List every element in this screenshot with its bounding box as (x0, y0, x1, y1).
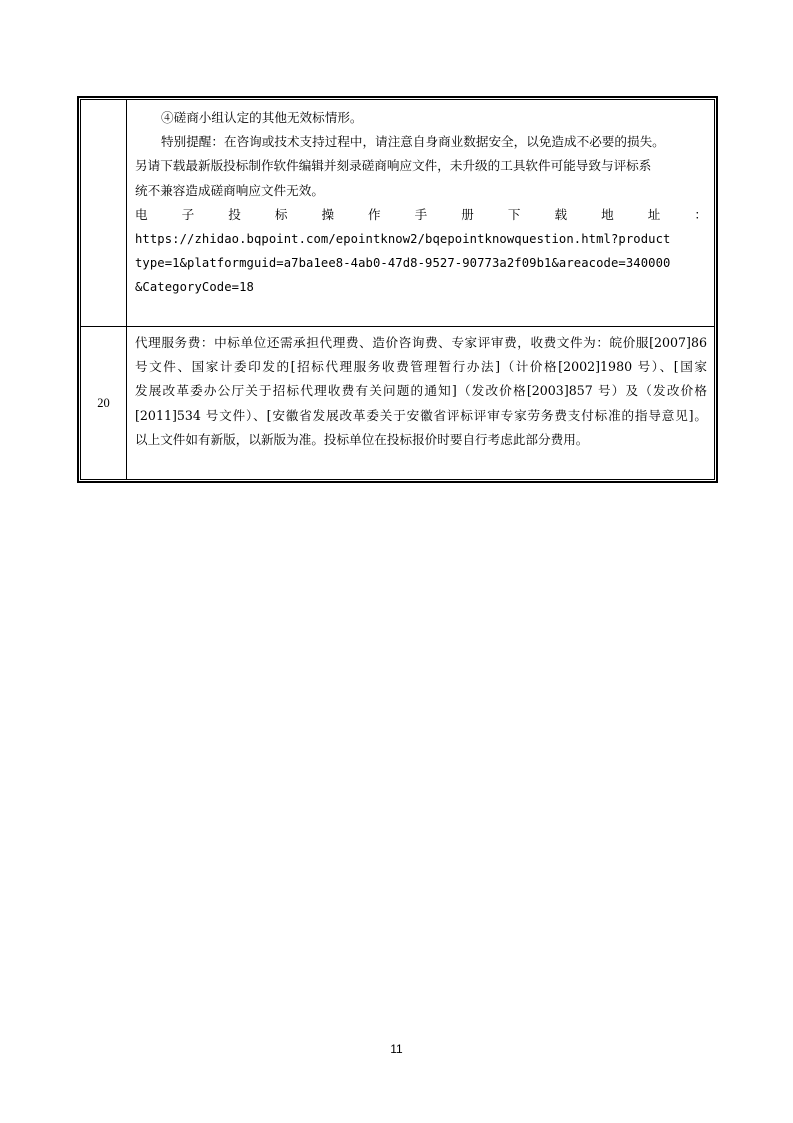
manual-label-char: 电 (135, 206, 148, 222)
agency-fee-line-3: 发展改革委办公厅关于招标代理收费有关问题的通知]（发改价格[2003]857 号）及（发改价格 (135, 383, 707, 399)
manual-label-char: 标 (274, 206, 288, 222)
notice-line-2: 另请下载最新版投标制作软件编辑并刻录磋商响应文件，未升级的工具软件可能导致与评标系 (135, 158, 652, 174)
notice-line-1: 特别提醒：在咨询或技术支持过程中，请注意自身商业数据安全，以免造成不必要的损失。 (161, 134, 665, 150)
manual-url-line-3: &CategoryCode=18 (135, 280, 254, 295)
row-content-cell (127, 100, 714, 326)
manual-label-char: 册 (461, 206, 474, 222)
row-number-cell (81, 100, 127, 326)
manual-url-line-2: type=1&platformguid=a7ba1ee8-4ab0-47d8-9527-90773a2f09b1&areacode=340000 (135, 256, 671, 271)
agency-fee-line-1: 代理服务费：中标单位还需承担代理费、造价咨询费、专家评审费，收费文件为：皖价服[2007]86 (135, 335, 707, 350)
table-row (81, 327, 714, 479)
manual-label-char: ： (694, 206, 707, 222)
manual-label-char: 操 (321, 206, 335, 222)
page-number: 11 (390, 1042, 403, 1056)
manual-label-char: 载 (554, 206, 568, 222)
manual-label-char: 址 (647, 206, 661, 222)
table-inner-border (80, 99, 715, 480)
row-content-cell (127, 327, 714, 479)
manual-label-char: 下 (507, 206, 521, 222)
invalid-bid-clause: ④磋商小组认定的其他无效标情形。 (161, 110, 363, 125)
manual-label-char: 投 (228, 206, 241, 222)
manual-label-char: 子 (181, 206, 195, 222)
agency-fee-line-2: 号文件、国家计委印发的[招标代理服务收费管理暂行办法]（计价格[2002]1980 号）、[国家 (135, 359, 707, 375)
manual-label-char: 手 (414, 206, 428, 222)
notice-line-3: 统不兼容造成磋商响应文件无效。 (135, 182, 324, 198)
manual-url-line-1: https://zhidao.bqpoint.com/epointknow2/bqepointknowquestion.html?product (135, 232, 671, 247)
document-table (77, 96, 718, 483)
agency-fee-line-4: [2011]534 号文件）、[安徽省发展改革委关于安徽省评标评审专家劳务费支付标准的指导意见]。 (135, 407, 707, 423)
table-row (81, 100, 714, 327)
manual-label-char: 地 (601, 206, 614, 222)
agency-fee-line-5: 以上文件如有新版，以新版为准。投标单位在投标报价时要自行考虑此部分费用。 (135, 431, 589, 447)
row-number-cell: 20 (81, 327, 127, 479)
manual-download-label (135, 203, 707, 227)
manual-label-char: 作 (368, 206, 381, 222)
